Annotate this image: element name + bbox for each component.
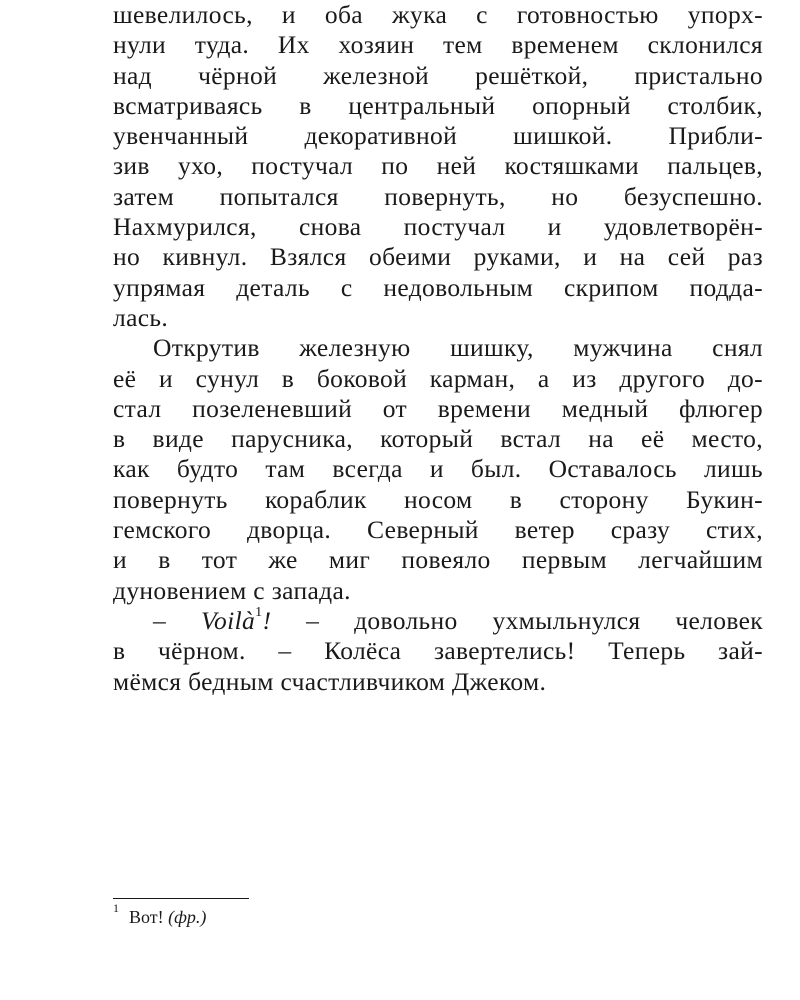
footnote xyxy=(113,901,207,929)
footnote-mark: 1 xyxy=(113,901,119,915)
text-line: но кивнул. Взялся обеими руками, и на сей раз xyxy=(113,242,763,272)
text-line: лась. xyxy=(113,302,169,332)
dialogue-rest: – довольно ухмыльнулся человек xyxy=(271,605,763,635)
text-line: зив ухо, постучал по ней костяшками пальцев, xyxy=(113,151,763,181)
text-line: всматриваясь в центральный опорный столбик, xyxy=(113,90,763,120)
dash: – xyxy=(153,605,201,635)
text-line: увенчанный декоративной шишкой. Прибли- xyxy=(113,121,763,151)
footnote-language: (фр.) xyxy=(168,907,207,927)
text-line: дуновением с запада. xyxy=(113,575,351,605)
text-line: упрямая деталь с недовольным скрипом подда- xyxy=(113,272,763,302)
footnote-divider xyxy=(113,898,249,899)
body-text xyxy=(113,0,763,697)
text-line: гемского дворца. Северный ветер сразу стих, xyxy=(113,515,763,545)
text-line: затем попытался повернуть, но безуспешно. xyxy=(113,181,763,211)
text-line: её и сунул в боковой карман, а из другого до- xyxy=(113,363,763,393)
text-line: в чёрном. – Колёса завертелись! Теперь зай- xyxy=(113,636,763,666)
text-line: Нахмурился, снова постучал и удовлетворён- xyxy=(113,212,763,242)
text-line: над чёрной железной решёткой, пристально xyxy=(113,60,763,90)
footnote-reference: 1 xyxy=(255,605,263,621)
text-line: стал позеленевший от времени медный флюгер xyxy=(113,393,763,423)
text-line: как будто там всегда и был. Оставалось лишь xyxy=(113,454,763,484)
text-line: и в тот же миг повеяло первым легчайшим xyxy=(113,545,763,575)
exclamation: ! xyxy=(262,605,272,635)
footnote-text: Вот! xyxy=(129,907,169,927)
text-line: мёмся бедным счастливчиком Джеком. xyxy=(113,666,547,696)
text-line: нули туда. Их хозяин тем временем склонился xyxy=(113,30,763,60)
dialogue-line xyxy=(113,606,763,636)
foreign-word: Voilà xyxy=(200,605,256,635)
text-line: Открутив железную шишку, мужчина снял xyxy=(153,333,763,363)
text-line: повернуть кораблик носом в сторону Букин- xyxy=(113,484,763,514)
text-line: шевелилось, и оба жука с готовностью упорх- xyxy=(113,0,763,29)
text-line: в виде парусника, который встал на её место, xyxy=(113,424,763,454)
